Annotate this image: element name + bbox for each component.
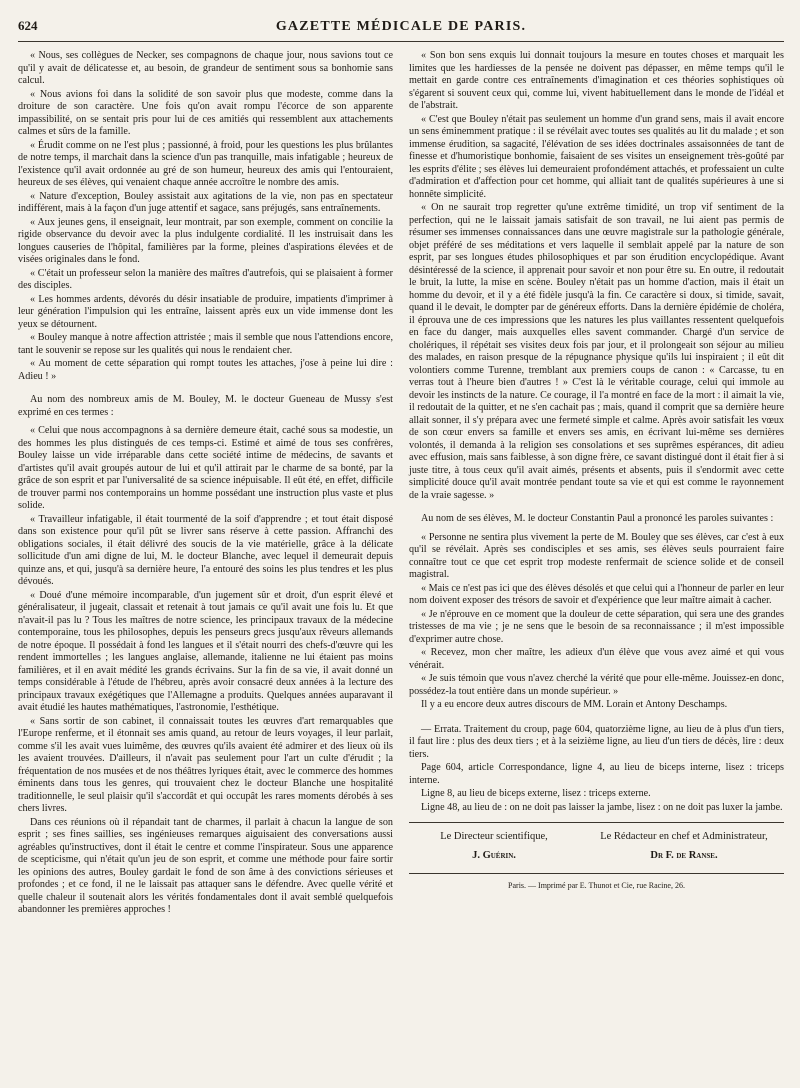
page-header — [18, 18, 784, 42]
paragraph: « Personne ne sentira plus vivement la perte de M. Bouley que ses élèves, car c'est à eux qu'il se révélait. Après ses condisciples et ses amis, ses élèves seuls pourraient faire connaître tout ce que cet esprit trop modeste renfermait de science solide et de conseil magistral. — [409, 531, 784, 580]
imprint-divider — [409, 873, 784, 874]
signature-divider — [409, 822, 784, 823]
paragraph: Ligne 48, au lieu de : on ne doit pas laisser la jambe, lisez : on ne doit pas luxer la jambe. — [421, 801, 783, 813]
paragraph: Ligne 8, au lieu de biceps externe, lisez : triceps externe. — [421, 788, 651, 799]
paragraph: « Nous, ses collègues de Necker, ses compagnons de chaque jour, nous savions tout ce qu'il y avait de délicatesse et, au besoin, de grandeur de sentiment sous sa bonhomie sans calcul. — [18, 50, 393, 86]
left-column — [18, 50, 393, 918]
paragraph: « Recevez, mon cher maître, les adieux d'un élève que vous avez aimé et qui vous vénérait. — [409, 647, 784, 671]
paragraph: Au nom de ses élèves, M. le docteur Constantin Paul a prononcé les paroles suivantes : — [421, 513, 774, 524]
right-column — [409, 50, 784, 918]
paragraph: — Errata. Traitement du croup, page 604, quatorzième ligne, au lieu de à plus d'un tiers, il faut lire : plus des deux tiers ; et à la seizième ligne, au lieu d'un tiers de décès, lire : deux tiers. — [409, 723, 784, 760]
signature-block — [409, 829, 784, 863]
paragraph: « C'est que Bouley n'était pas seulement un homme d'un grand sens, mais il avait encore un sens éminemment pratique : il se révélait avec toutes ses qualités au lit du malade ; et son immense érudition, sa sagacité, l'élévation de ses idées doctrinales assaisonnées de tant de finesse et d'humoristique bonhomie, faisaient de ses visites un enseignement très-goûté par les esprits d'élite ; ses élèves lui demeuraient profondément attachés, et professaient un culte d'admiration et d'affection pour cet homme, qui alliait tant de qualités supérieures à une si honnête simplicité. — [409, 113, 784, 200]
paragraph: « Nature d'exception, Bouley assistait aux agitations de la vie, non pas en spectateur indifférent, mais à la façon d'un juge attentif et sagace, sans préjugés, sans entraînements. — [18, 190, 393, 214]
page-number: 624 — [18, 18, 38, 33]
paragraph: « Celui que nous accompagnons à sa dernière demeure était, caché sous sa modestie, un des hommes les plus distingués de ces temps-ci. Estimé et aimé de tous ses confrères, Bouley laisse un vide irréparable dans cette société intime de médecins, de savants et d'artistes qu'il avait groupés autour de lui et qu'il attirait par le charme de sa bonté, par la grâce de son esprit et par l'universalité de sa science inépuisable. Il eût été, en effet, difficile de trouver parmi nos contemporains un homme possédant une instruction plus vaste et plus solide. — [18, 425, 393, 511]
editor-signature — [584, 829, 784, 863]
editor-name: Dr F. de Ranse. — [650, 850, 718, 861]
paragraph: « C'était un professeur selon la manière des maîtres d'autrefois, qui se plaisaient à former des disciples. — [18, 267, 393, 291]
paragraph: « Doué d'une mémoire incomparable, d'un jugement sûr et droit, d'un esprit élevé et généralisateur, il jugeait, classait et retenait à tout jamais ce qu'il avait une fois lu. Et que n'avait-il pas lu ? Tous les maîtres de notre science, les principaux travaux de la médecine contemporaine, tous les philosophes, depuis les penseurs grecs jusqu'aux rêveurs allemands de notre époque. Il possédait à fond les langues et il s'était nourri des chefs-d'œuvre qui les rendent immortelles ; les langues anglaise, allemande, italienne ne lui étaient pas moins familières, et il en avait médité les grands écrivains. Sur la fin de sa vie, il avait donné un temps considérable à l'étude de l'hébreu, après avoir consacré deux années à la lecture des principaux travaux exégétiques que l'Allemagne a produits. Quelques années auparavant il avait étudié les hautes mathématiques, l'astronomie, l'esthétique. — [18, 589, 393, 713]
paragraph: « Nous avions foi dans la solidité de son savoir plus que modeste, comme dans la droiture de son caractère. Une fois qu'on avait rompu l'écorce de son apparente impassibilité, on se sentait pris pour lui de ces amitiés qui ressemblent aux attachements calmes et sûrs de la famille. — [18, 88, 393, 137]
paragraph: « Travailleur infatigable, il était tourmenté de la soif d'apprendre ; et tout était disposé dans son existence pour qu'il pût se livrer sans réserve à cette passion. Affranchi des obligations sociales, il était délivré des soucis de la vie matérielle, grâce à la délicate sollicitude d'un ami digne de lui, M. le docteur Blanche, avec lequel il demeurait depuis quinze ans, et qui, jusqu'à sa dernière heure, l'a entouré des soins les plus tendres et les plus dévoués. — [18, 513, 393, 587]
paragraph: Il y a eu encore deux autres discours de MM. Lorain et Antony Deschamps. — [421, 699, 728, 710]
paragraph: « Son bon sens exquis lui donnait toujours la mesure en toutes choses et marquait les limites que les hardiesses de la pensée ne doivent pas dépasser, en même temps qu'il le mettait en garde contre ces entraînements d'imagination et ces théories sophistiques où s'égarent si souvent ceux qui, comme lui, vivent habituellement dans le monde de l'idéal et de l'abstrait. — [409, 50, 784, 111]
paragraph: Dans ces réunions où il répandait tant de charmes, il parlait à chacun la langue de son esprit ; ses fines saillies, ses ingénieuses remarques aiguisaient des conversations aussi agréables qu'instructives, dont il était le centre et comme l'inspirateur. Sous une apparence de scepticisme, qui n'était qu'un jeu de son esprit, et comme une méthode pour faire sortir les opinions des autres, Bouley gardait le fond de son âme à des convictions sérieuses et profondes ; et ce fond, il ne le laissait pas attaquer sans le défendre. Avec quelle vérité et quelle chaleur il soutenait alors les vérités fondamentales dont il avait semblé quelquefois abandonner les premières approches ! — [18, 816, 393, 915]
paragraph: « Je n'éprouve en ce moment que la douleur de cette séparation, qui sera une des grandes tristesses de ma vie ; je ne sens que le besoin de sa reconnaissance ; il m'est impossible d'exprimer autre chose. — [409, 608, 784, 645]
paragraph: « Je suis témoin que vous n'avez cherché la vérité que pour elle-même. Jouissez-en donc, possédez-la tout entière dans un monde supérieur. » — [409, 673, 784, 697]
director-title: Le Directeur scientifique, — [440, 831, 548, 842]
director-signature — [409, 829, 579, 863]
right-paragraphs — [409, 50, 784, 814]
paragraph: « Aux jeunes gens, il enseignait, leur montrait, par son exemple, comment on concilie la rigide observance du devoir avec la plus indulgente cordialité. Il les instruisait dans les longues causeries de l'hôpital, familières par la forme, pleines d'aspirations élevées et de visées originales dans le fond. — [18, 216, 393, 265]
editor-title: Le Rédacteur en chef et Administrateur, — [600, 831, 768, 842]
paragraph: « Bouley manque à notre affection attristée ; mais il semble que nous l'attendions encore, tant le souvenir se repose sur les qualités qui nous le rendaient cher. — [18, 332, 393, 356]
paragraph: « Érudit comme on ne l'est plus ; passionné, à froid, pour les questions les plus brûlantes de notre temps, il marchait dans la science d'un pas tranquille, mais infatigable ; heureux de l'existence qu'il avait ordonnée au gré de son humeur, heureux des amis qui l'entouraient, heureux de ses élèves, qui venaient chaque année accroître le nombre des amis. — [18, 139, 393, 188]
director-name: J. Guérin. — [472, 850, 516, 861]
paragraph: « Sans sortir de son cabinet, il connaissait toutes les œuvres d'art remarquables que l'Europe renferme, et il étonnait ses amis quand, au retour de leurs voyages, il leur parlait, comme s'il les avait vues luimême, des œuvres qu'ils avaient été admirer et des lieux où ils les avaient trouvées. D'ailleurs, il n'avait pas seulement pour l'art un culte d'érudit ; la fréquentation de nos musées et de nos théâtres lyriques était, avec le commerce des hommes éminents dans tous les genres, qui trouvaient chez le docteur Blanche une hospitalité traditionnelle, le seul plaisir qu'il s'accordât et qui occupât les rares moments dérobés à ses chers livres. — [18, 715, 393, 814]
paragraph: « Mais ce n'est pas ici que des élèves désolés et que celui qui a l'honneur de parler en leur nom doivent exposer des trésors de savoir et d'expérience que leur maître aimait à cacher. — [409, 582, 784, 606]
paragraph: « Au moment de cette séparation qui rompt toutes les attaches, j'ose à peine lui dire : Adieu ! » — [18, 358, 393, 382]
paragraph: Au nom des nombreux amis de M. Bouley, M. le docteur Gueneau de Mussy s'est exprimé en ces termes : — [18, 394, 393, 418]
journal-title: GAZETTE MÉDICALE DE PARIS. — [275, 19, 527, 34]
paragraph: « On ne saurait trop regretter qu'une extrême timidité, un trop vif sentiment de la perfection, qui ne le laissait jamais satisfait de son travail, ne lui aient pas permis de résumer ses immenses connaissances dans une œuvre magistrale sur la pathologie générale, objet préféré de ses méditations et vers laquelle il semblait appelé par la nature de son esprit, par ses longues études philosophiques et par son érudition encyclopédique. Avant désintéressé de la science, il apprenait pour savoir et non pour être su. En outre, il redoutait le bruit, la lutte, la mise en scène. Bouley n'était pas un homme d'action, mais il était un homme du devoir, et il y a été fidèle jusqu'à la fin. Ce caractère si doux, si timide, savait, quand il le devait, le dompter par de généreux efforts. Dans la dernière épidémie de choléra, il éprouva une de ces impressions que les natures les plus vaillantes ressentent quelquefois en face du danger, mais auxquelles elles savent commander. Chargé d'un service de cholériques, il répétait ses visites deux fois par jour, et il prolongeait son séjour au milieu des malades, en raison presque de la répugnance physique qu'ils lui inspiraient ; il eût dit volontiers comme Turenne, tremblant aux premiers coups de canon : « Carcasse, tu en verras tout à l'heure bien d'autres ! » C'est là le véritable courage, celui qui immole au devoir les instincts de la nature. Ce courage, il l'a montré en face de la mort : il aimait la vie, il redoutait de la quitter, et ne s'en cachait pas ; mais, quand il comprit que sa dernière heure allait sonner, il s'y prépara avec une fermeté simple et calme. Après avoir satisfait les vœux de son cœur envers sa famille et envers ses amis, en écrivant lui-même ses dernières volontés, il demanda à la religion ses consolations et ses suprêmes espérances, dit adieu avec effusion, mais sans faiblesse, à son digne frère, ce savant distingué dont il était fier à si juste titre, à tous ceux qu'il avait aimés, présents et absents, puis il s'endormit avec cette simplicité douce qu'il avait montrée pendant toute sa vie et qui est comme le rayonnement de la vraie sagesse. » — [409, 202, 784, 501]
printer-imprint: Paris. — Imprimé par E. Thunot et Cie, rue Racine, 26. — [508, 881, 685, 890]
columns — [18, 50, 784, 918]
paragraph: « Les hommes ardents, dévorés du désir insatiable de produire, impatients d'imprimer à leur génération l'impulsion qui les entraîne, laissent après eux un vide immense dont les yeux se détournent. — [18, 293, 393, 330]
paragraph: Page 604, article Correspondance, ligne 4, au lieu de biceps interne, lisez : triceps interne. — [409, 762, 784, 786]
